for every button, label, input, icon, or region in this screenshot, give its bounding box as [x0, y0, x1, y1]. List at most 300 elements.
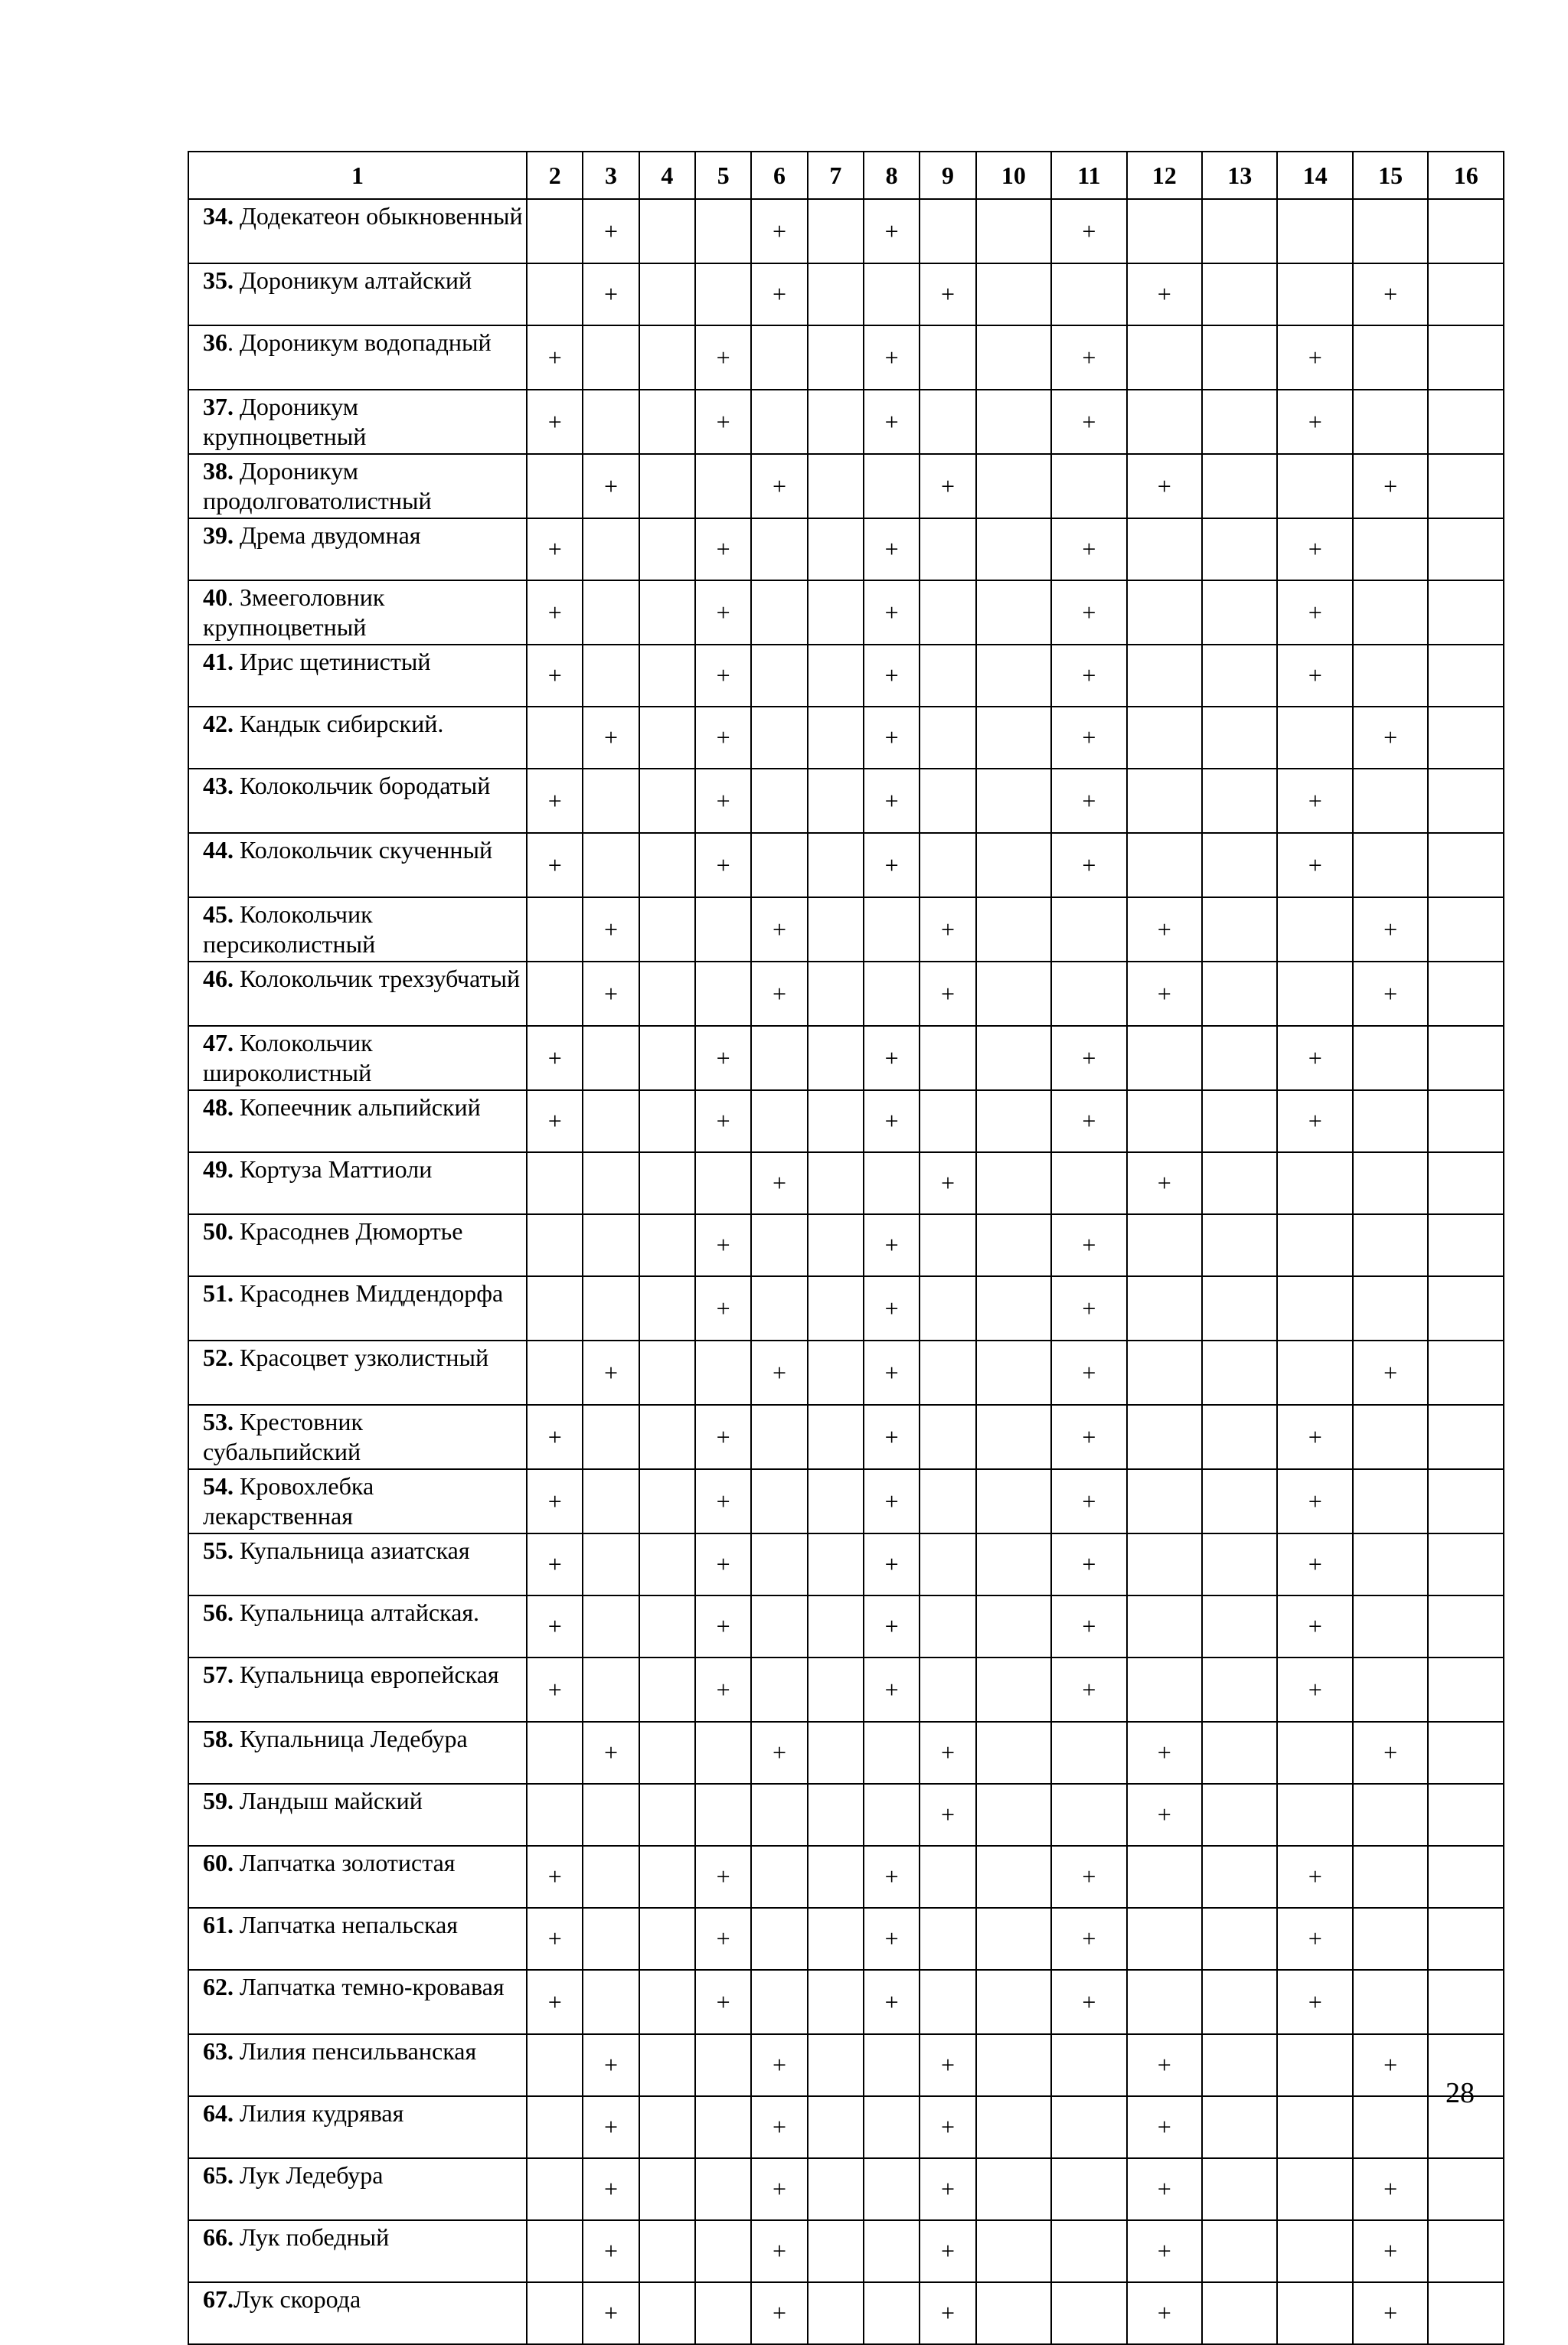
plus-mark: +: [1383, 2299, 1398, 2327]
species-number: 50.: [203, 1217, 234, 1245]
mark-cell-col-4: [639, 325, 695, 390]
plus-mark: +: [1082, 661, 1096, 689]
mark-cell-col-4: [639, 1152, 695, 1214]
mark-cell-col-8: [864, 2282, 920, 2344]
mark-cell-col-6: [751, 1341, 807, 1405]
mark-cell-col-2: [527, 1090, 583, 1152]
species-name-cell: [188, 580, 527, 645]
column-header-10: 10: [976, 152, 1051, 199]
mark-cell-col-12: [1127, 2220, 1202, 2282]
mark-cell-col-2: [527, 1784, 583, 1846]
table-row: [188, 1276, 1504, 1341]
species-name: Ирис щетинистый: [234, 648, 431, 675]
mark-cell-col-5: [695, 1276, 751, 1341]
plus-mark: +: [884, 1675, 899, 1703]
mark-cell-col-2: [527, 1214, 583, 1276]
mark-cell-col-13: [1202, 390, 1277, 454]
mark-cell-col-6: [751, 518, 807, 580]
plus-mark: +: [1082, 343, 1096, 371]
mark-cell-col-3: [583, 518, 639, 580]
mark-cell-col-2: [527, 769, 583, 833]
mark-cell-col-5: [695, 707, 751, 769]
mark-cell-col-11: [1051, 1970, 1126, 2034]
mark-cell-col-9: [920, 769, 975, 833]
mark-cell-col-10: [976, 1784, 1051, 1846]
species-number: 36: [203, 328, 227, 356]
plus-mark: +: [716, 1675, 730, 1703]
mark-cell-col-11: [1051, 2158, 1126, 2220]
mark-cell-col-8: [864, 2096, 920, 2158]
mark-cell-col-2: [527, 390, 583, 454]
species-name: Колокольчик бородатый: [234, 772, 491, 799]
mark-cell-col-5: [695, 580, 751, 645]
plus-mark: +: [1082, 851, 1096, 879]
plus-mark: +: [1308, 1925, 1322, 1952]
mark-cell-col-10: [976, 1276, 1051, 1341]
mark-cell-col-10: [976, 454, 1051, 518]
mark-cell-col-13: [1202, 454, 1277, 518]
mark-cell-col-16: [1428, 707, 1504, 769]
mark-cell-col-12: [1127, 1533, 1202, 1595]
mark-cell-col-15: [1353, 1658, 1428, 1722]
plus-mark: +: [1383, 2051, 1398, 2079]
mark-cell-col-9: [920, 833, 975, 897]
plus-mark: +: [884, 217, 899, 245]
plus-mark: +: [1157, 2051, 1171, 2079]
mark-cell-col-10: [976, 1908, 1051, 1970]
mark-cell-col-9: [920, 263, 975, 325]
mark-cell-col-4: [639, 454, 695, 518]
mark-cell-col-5: [695, 769, 751, 833]
mark-cell-col-14: [1277, 1722, 1352, 1784]
mark-cell-col-6: [751, 263, 807, 325]
mark-cell-col-6: [751, 1405, 807, 1469]
species-name-cell: [188, 1405, 527, 1469]
plus-mark: +: [1082, 1358, 1096, 1386]
species-number: 66.: [203, 2223, 234, 2251]
species-number: 55.: [203, 1537, 234, 1564]
column-header-3: 3: [583, 152, 639, 199]
mark-cell-col-15: [1353, 897, 1428, 962]
plus-mark: +: [1082, 535, 1096, 563]
species-name-cell: [188, 2096, 527, 2158]
mark-cell-col-8: [864, 1152, 920, 1214]
plus-mark: +: [1082, 1294, 1096, 1322]
mark-cell-col-6: [751, 833, 807, 897]
plus-mark: +: [547, 1987, 562, 2016]
mark-cell-col-9: [920, 518, 975, 580]
species-number: 37.: [203, 393, 234, 420]
plus-mark: +: [773, 915, 787, 943]
mark-cell-col-14: [1277, 1658, 1352, 1722]
mark-cell-col-5: [695, 518, 751, 580]
mark-cell-col-8: [864, 1469, 920, 1533]
mark-cell-col-12: [1127, 580, 1202, 645]
mark-cell-col-9: [920, 1341, 975, 1405]
mark-cell-col-13: [1202, 1214, 1277, 1276]
mark-cell-col-10: [976, 1090, 1051, 1152]
mark-cell-col-9: [920, 1152, 975, 1214]
plus-mark: +: [773, 472, 787, 500]
mark-cell-col-3: [583, 2220, 639, 2282]
mark-cell-col-11: [1051, 325, 1126, 390]
mark-cell-col-10: [976, 1658, 1051, 1722]
mark-cell-col-6: [751, 2096, 807, 2158]
plus-mark: +: [604, 1358, 619, 1386]
plus-mark: +: [773, 280, 787, 308]
mark-cell-col-12: [1127, 1405, 1202, 1469]
mark-cell-col-10: [976, 645, 1051, 707]
mark-cell-col-14: [1277, 1276, 1352, 1341]
mark-cell-col-11: [1051, 769, 1126, 833]
mark-cell-col-9: [920, 2096, 975, 2158]
mark-cell-col-2: [527, 645, 583, 707]
plus-mark: +: [884, 1231, 899, 1259]
mark-cell-col-15: [1353, 769, 1428, 833]
table-row: [188, 263, 1504, 325]
mark-cell-col-15: [1353, 1214, 1428, 1276]
plus-mark: +: [604, 280, 619, 308]
table-row: [188, 645, 1504, 707]
mark-cell-col-2: [527, 2220, 583, 2282]
mark-cell-col-7: [808, 645, 864, 707]
mark-cell-col-7: [808, 1469, 864, 1533]
plus-mark: +: [1383, 280, 1398, 308]
plus-mark: +: [547, 1107, 562, 1135]
mark-cell-col-5: [695, 1090, 751, 1152]
mark-cell-col-14: [1277, 962, 1352, 1026]
plus-mark: +: [773, 979, 787, 1008]
mark-cell-col-14: [1277, 1970, 1352, 2034]
column-header-11: 11: [1051, 152, 1126, 199]
mark-cell-col-3: [583, 1846, 639, 1908]
mark-cell-col-7: [808, 1784, 864, 1846]
mark-cell-col-13: [1202, 1533, 1277, 1595]
mark-cell-col-13: [1202, 1722, 1277, 1784]
mark-cell-col-7: [808, 2282, 864, 2344]
mark-cell-col-16: [1428, 454, 1504, 518]
plus-mark: +: [1157, 472, 1171, 500]
plus-mark: +: [716, 1294, 730, 1322]
species-name: Лук Ледебура: [234, 2161, 384, 2189]
mark-cell-col-11: [1051, 1784, 1126, 1846]
mark-cell-col-12: [1127, 2034, 1202, 2096]
mark-cell-col-9: [920, 454, 975, 518]
mark-cell-col-12: [1127, 1152, 1202, 1214]
plus-mark: +: [547, 786, 562, 815]
mark-cell-col-2: [527, 1846, 583, 1908]
species-name: Лук победный: [234, 2223, 390, 2251]
mark-cell-col-6: [751, 580, 807, 645]
species-number: 56.: [203, 1599, 234, 1626]
mark-cell-col-15: [1353, 199, 1428, 263]
mark-cell-col-8: [864, 833, 920, 897]
page-number: 28: [1446, 2077, 1475, 2109]
species-number: 64.: [203, 2099, 234, 2127]
mark-cell-col-9: [920, 2282, 975, 2344]
plus-mark: +: [1082, 1487, 1096, 1515]
mark-cell-col-11: [1051, 1152, 1126, 1214]
mark-cell-col-14: [1277, 1533, 1352, 1595]
mark-cell-col-15: [1353, 645, 1428, 707]
mark-cell-col-10: [976, 1405, 1051, 1469]
mark-cell-col-4: [639, 897, 695, 962]
plus-mark: +: [547, 1863, 562, 1890]
mark-cell-col-13: [1202, 833, 1277, 897]
mark-cell-col-6: [751, 390, 807, 454]
mark-cell-col-10: [976, 1533, 1051, 1595]
mark-cell-col-11: [1051, 1405, 1126, 1469]
species-name: Колокольчик трехзубчатый: [234, 965, 521, 992]
plus-mark: +: [1082, 1925, 1096, 1952]
mark-cell-col-13: [1202, 518, 1277, 580]
mark-cell-col-6: [751, 2158, 807, 2220]
plus-mark: +: [547, 535, 562, 563]
mark-cell-col-13: [1202, 1090, 1277, 1152]
table-row: [188, 199, 1504, 263]
mark-cell-col-11: [1051, 263, 1126, 325]
mark-cell-col-6: [751, 1595, 807, 1658]
mark-cell-col-4: [639, 2034, 695, 2096]
species-name: Крестовник субальпийский: [203, 1408, 364, 1465]
mark-cell-col-16: [1428, 833, 1504, 897]
plus-mark: +: [884, 1487, 899, 1515]
mark-cell-col-13: [1202, 2096, 1277, 2158]
species-name: Копеечник альпийский: [234, 1093, 481, 1121]
mark-cell-col-12: [1127, 2096, 1202, 2158]
mark-cell-col-14: [1277, 1152, 1352, 1214]
plus-mark: +: [884, 407, 899, 436]
mark-cell-col-16: [1428, 1722, 1504, 1784]
mark-cell-col-13: [1202, 897, 1277, 962]
mark-cell-col-6: [751, 1722, 807, 1784]
mark-cell-col-4: [639, 2158, 695, 2220]
mark-cell-col-16: [1428, 390, 1504, 454]
plus-mark: +: [1383, 472, 1398, 500]
mark-cell-col-15: [1353, 1784, 1428, 1846]
mark-cell-col-8: [864, 1214, 920, 1276]
mark-cell-col-9: [920, 1276, 975, 1341]
mark-cell-col-12: [1127, 518, 1202, 580]
plus-mark: +: [1308, 535, 1322, 563]
plus-mark: +: [940, 2051, 956, 2079]
mark-cell-col-6: [751, 1090, 807, 1152]
mark-cell-col-4: [639, 1341, 695, 1405]
mark-cell-col-7: [808, 1276, 864, 1341]
plus-mark: +: [716, 1422, 730, 1451]
plus-mark: +: [940, 2299, 956, 2327]
mark-cell-col-6: [751, 1214, 807, 1276]
plus-mark: +: [1157, 2299, 1171, 2327]
species-name-cell: [188, 833, 527, 897]
mark-cell-col-9: [920, 2034, 975, 2096]
mark-cell-col-12: [1127, 962, 1202, 1026]
table-row: [188, 1090, 1504, 1152]
plus-mark: +: [1082, 1043, 1096, 1072]
mark-cell-col-9: [920, 1658, 975, 1722]
mark-cell-col-3: [583, 1405, 639, 1469]
mark-cell-col-13: [1202, 1469, 1277, 1533]
plus-mark: +: [773, 2113, 787, 2141]
plus-mark: +: [884, 661, 899, 689]
mark-cell-col-6: [751, 707, 807, 769]
species-number: 54.: [203, 1472, 234, 1500]
mark-cell-col-7: [808, 707, 864, 769]
mark-cell-col-13: [1202, 2158, 1277, 2220]
mark-cell-col-15: [1353, 2096, 1428, 2158]
mark-cell-col-15: [1353, 707, 1428, 769]
mark-cell-col-15: [1353, 1276, 1428, 1341]
mark-cell-col-10: [976, 2034, 1051, 2096]
plus-mark: +: [716, 851, 730, 879]
table-row: [188, 580, 1504, 645]
mark-cell-col-14: [1277, 1846, 1352, 1908]
species-name-cell: [188, 645, 527, 707]
mark-cell-col-9: [920, 1214, 975, 1276]
plus-mark: +: [1082, 407, 1096, 436]
mark-cell-col-11: [1051, 2220, 1126, 2282]
species-name-cell: [188, 1595, 527, 1658]
plus-mark: +: [1308, 1487, 1322, 1515]
mark-cell-col-2: [527, 580, 583, 645]
mark-cell-col-14: [1277, 1090, 1352, 1152]
species-name-cell: [188, 1214, 527, 1276]
mark-cell-col-5: [695, 390, 751, 454]
mark-cell-col-14: [1277, 833, 1352, 897]
mark-cell-col-13: [1202, 1405, 1277, 1469]
mark-cell-col-8: [864, 263, 920, 325]
mark-cell-col-16: [1428, 1090, 1504, 1152]
mark-cell-col-8: [864, 769, 920, 833]
species-name: . Дороникум водопадный: [227, 328, 492, 356]
mark-cell-col-4: [639, 833, 695, 897]
plus-mark: +: [1082, 1675, 1096, 1703]
mark-cell-col-8: [864, 580, 920, 645]
plus-mark: +: [547, 661, 562, 689]
mark-cell-col-14: [1277, 199, 1352, 263]
species-name-cell: [188, 1846, 527, 1908]
plus-mark: +: [773, 2299, 787, 2327]
plus-mark: +: [547, 1925, 562, 1952]
mark-cell-col-10: [976, 263, 1051, 325]
mark-cell-col-5: [695, 1469, 751, 1533]
species-name: Лилия пенсильванская: [234, 2037, 477, 2065]
mark-cell-col-2: [527, 1341, 583, 1405]
mark-cell-col-15: [1353, 1026, 1428, 1090]
table-row: [188, 1846, 1504, 1908]
species-number: 63.: [203, 2037, 234, 2065]
mark-cell-col-5: [695, 2282, 751, 2344]
plus-mark: +: [940, 1739, 956, 1766]
mark-cell-col-5: [695, 1026, 751, 1090]
table-row: [188, 2034, 1504, 2096]
mark-cell-col-7: [808, 1970, 864, 2034]
mark-cell-col-16: [1428, 1214, 1504, 1276]
mark-cell-col-5: [695, 1722, 751, 1784]
mark-cell-col-2: [527, 1026, 583, 1090]
mark-cell-col-15: [1353, 580, 1428, 645]
mark-cell-col-6: [751, 2034, 807, 2096]
mark-cell-col-4: [639, 769, 695, 833]
mark-cell-col-10: [976, 390, 1051, 454]
species-name: Лапчатка непальская: [234, 1911, 459, 1938]
mark-cell-col-9: [920, 645, 975, 707]
mark-cell-col-7: [808, 199, 864, 263]
species-name: Купальница азиатская: [234, 1537, 470, 1564]
mark-cell-col-15: [1353, 1469, 1428, 1533]
mark-cell-col-11: [1051, 1090, 1126, 1152]
mark-cell-col-13: [1202, 769, 1277, 833]
mark-cell-col-5: [695, 454, 751, 518]
mark-cell-col-8: [864, 1722, 920, 1784]
mark-cell-col-14: [1277, 2220, 1352, 2282]
plus-mark: +: [884, 1422, 899, 1451]
mark-cell-col-13: [1202, 1846, 1277, 1908]
species-number: 44.: [203, 836, 234, 864]
mark-cell-col-14: [1277, 1469, 1352, 1533]
plus-mark: +: [547, 851, 562, 879]
mark-cell-col-15: [1353, 2158, 1428, 2220]
species-number: 60.: [203, 1849, 234, 1876]
species-name-cell: [188, 1970, 527, 2034]
mark-cell-col-10: [976, 769, 1051, 833]
species-number: 52.: [203, 1344, 234, 1371]
mark-cell-col-3: [583, 707, 639, 769]
mark-cell-col-15: [1353, 1970, 1428, 2034]
mark-cell-col-6: [751, 1276, 807, 1341]
mark-cell-col-11: [1051, 1533, 1126, 1595]
mark-cell-col-4: [639, 1658, 695, 1722]
table-row: [188, 1970, 1504, 2034]
plus-mark: +: [884, 1358, 899, 1386]
plus-mark: +: [1157, 1801, 1171, 1828]
mark-cell-col-16: [1428, 962, 1504, 1026]
plus-mark: +: [604, 915, 619, 943]
mark-cell-col-3: [583, 2158, 639, 2220]
mark-cell-col-11: [1051, 962, 1126, 1026]
mark-cell-col-2: [527, 897, 583, 962]
plus-mark: +: [1082, 217, 1096, 245]
mark-cell-col-9: [920, 199, 975, 263]
mark-cell-col-4: [639, 1908, 695, 1970]
species-name-cell: [188, 962, 527, 1026]
plus-mark: +: [547, 407, 562, 436]
mark-cell-col-8: [864, 1970, 920, 2034]
plus-mark: +: [940, 915, 956, 943]
mark-cell-col-8: [864, 1341, 920, 1405]
plus-mark: +: [716, 1987, 730, 2016]
mark-cell-col-4: [639, 1784, 695, 1846]
species-number: 59.: [203, 1787, 234, 1814]
mark-cell-col-15: [1353, 263, 1428, 325]
species-number: 41.: [203, 648, 234, 675]
mark-cell-col-8: [864, 707, 920, 769]
plus-mark: +: [884, 1550, 899, 1578]
mark-cell-col-9: [920, 1595, 975, 1658]
species-name: Купальница европейская: [234, 1661, 499, 1688]
mark-cell-col-9: [920, 1846, 975, 1908]
mark-cell-col-7: [808, 1533, 864, 1595]
plus-mark: +: [547, 1550, 562, 1578]
species-name-cell: [188, 1090, 527, 1152]
plus-mark: +: [604, 723, 619, 751]
mark-cell-col-11: [1051, 199, 1126, 263]
mark-cell-col-4: [639, 1405, 695, 1469]
table-row: [188, 1026, 1504, 1090]
plus-mark: +: [1308, 1863, 1322, 1890]
species-name: Лук скорода: [234, 2285, 361, 2313]
column-header-4: 4: [639, 152, 695, 199]
